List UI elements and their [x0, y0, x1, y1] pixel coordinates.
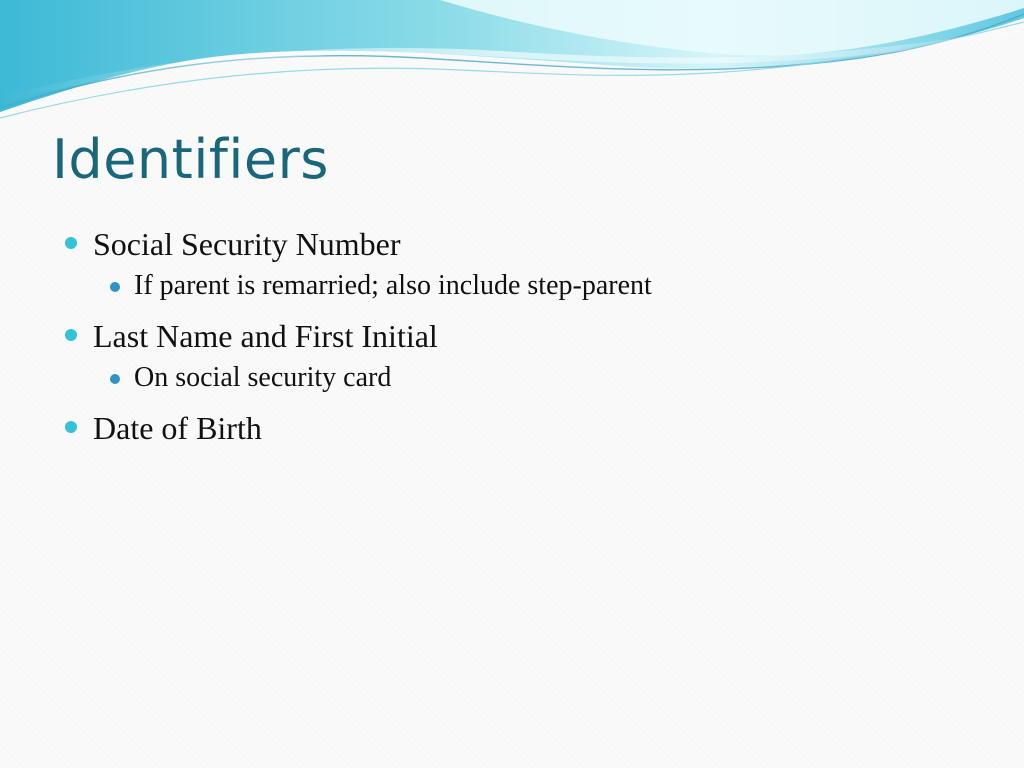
- bullet-text: Social Security Number: [93, 226, 401, 262]
- bullet-dot-icon: [65, 421, 77, 433]
- bullet-dot-icon: [65, 329, 77, 341]
- bullet-dot-icon: [65, 237, 77, 249]
- sub-bullet-item: [93, 266, 960, 306]
- bullet-text: Last Name and First Initial: [93, 318, 438, 354]
- sub-bullet-item: [93, 358, 960, 398]
- slide-title: Identifiers: [52, 128, 329, 191]
- bullet-list: [60, 222, 960, 458]
- sub-bullet-dot-icon: [110, 374, 120, 384]
- sub-bullet-text: If parent is remarried; also include step-parent: [134, 270, 652, 301]
- bullet-item: [60, 406, 960, 450]
- sub-bullet-list: [93, 266, 960, 306]
- sub-bullet-dot-icon: [110, 282, 120, 292]
- wave-header-decoration: [0, 0, 1024, 130]
- sub-bullet-list: [93, 358, 960, 398]
- sub-bullet-text: On social security card: [134, 362, 392, 393]
- bullet-item: [60, 314, 960, 398]
- bullet-text: Date of Birth: [93, 410, 262, 446]
- bullet-item: [60, 222, 960, 306]
